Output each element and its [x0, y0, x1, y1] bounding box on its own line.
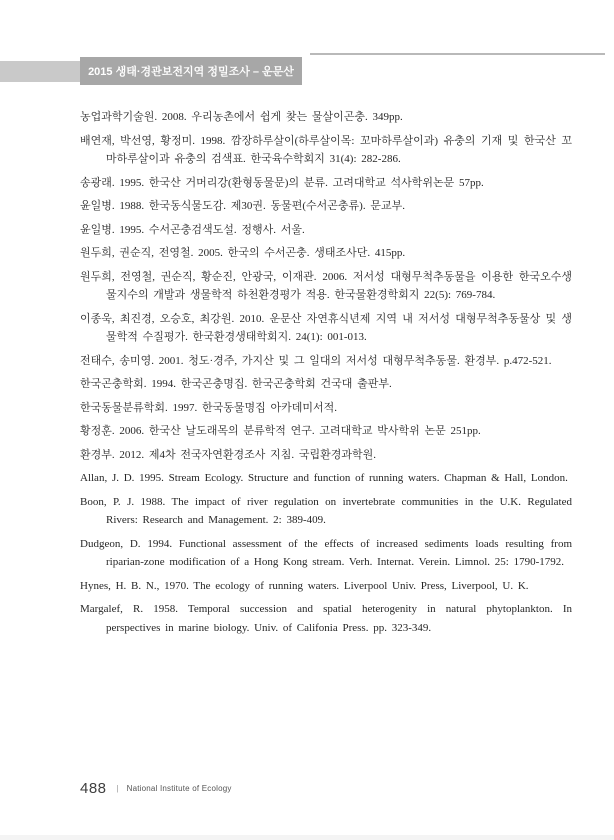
reference-entry: 환경부. 2012. 제4차 전국자연환경조사 지침. 국립환경과학원. [80, 448, 377, 461]
reference-entry: 원두희, 전영철, 권순직, 황순진, 안광국, 이재관. 2006. 저서성 대형무척추동물을 이용한 한국오수생물지수의 개발과 생물학적 하천환경평가 적용. 한국물환경학회지 22(5): 769-784. [80, 270, 572, 301]
reference-entry: 황정훈. 2006. 한국산 날도래목의 분류학적 연구. 고려대학교 박사학위 논문 251pp. [80, 425, 481, 437]
page-number: 488 [80, 780, 107, 797]
reference-entry: Dudgeon, D. 1994. Functional assessment of the effects of increased sediments loads resulting from riparian-zone modification of a Hong Kong stream. Verh. Internat. Verein. Limnol. 25: 1790-1792. [80, 537, 572, 568]
page-footer [80, 780, 232, 797]
reference-entry: 배연재, 박선영, 황정미. 1998. 깜장하루살이(하루살이목: 꼬마하루살이과) 유충의 기재 및 한국산 꼬마하루살이과 유충의 검색표. 한국육수학회지 31(4): 282-286. [80, 134, 572, 165]
reference-entry: 윤일병. 1988. 한국동식물도감. 제30권. 동물편(수서곤충류). 문교부. [80, 200, 405, 212]
reference-entry: 한국동물분류학회. 1997. 한국동물명집 아카데미서적. [80, 401, 338, 414]
bottom-edge-strip [0, 835, 614, 840]
reference-entry: 한국곤충학회. 1994. 한국곤충명집. 한국곤충학회 건국대 출판부. [80, 378, 392, 390]
report-title-banner [80, 57, 302, 85]
reference-entry: 윤일병. 1995. 수서곤충검색도설. 정행사. 서울. [80, 223, 305, 236]
reference-entry: Hynes, H. B. N., 1970. The ecology of running waters. Liverpool Univ. Press, Liverpool, U. K. [80, 579, 529, 592]
report-title: 2015 생태·경관보전지역 정밀조사 – 운문산 [88, 66, 294, 78]
reference-entry: Allan, J. D. 1995. Stream Ecology. Structure and function of running waters. Chapman & Hall, London. [80, 472, 568, 484]
reference-entry: 송광래. 1995. 한국산 거머리강(환형동물문)의 분류. 고려대학교 석사학위논문 57pp. [80, 176, 484, 189]
reference-entry: Margalef, R. 1958. Temporal succession and spatial heterogenity in natural phytoplankton. In perspectives in marine biology. Univ. of Califonia Press. pp. 323-349. [80, 603, 572, 634]
reference-entry: 전태수, 송미영. 2001. 청도·경주, 가지산 및 그 일대의 저서성 대형무척추동물. 환경부. p.472-521. [80, 354, 552, 367]
reference-entry: Boon, P. J. 1988. The impact of river regulation on invertebrate communities in the U.K. Regulated Rivers: Research and Management. 2: 389-409. [80, 495, 572, 526]
institute-name: National Institute of Ecology [126, 784, 232, 793]
reference-entry: 농업과학기술원. 2008. 우리농촌에서 쉽게 찾는 물살이곤충. 349pp. [80, 111, 403, 123]
reference-entry: 원두희, 권순직, 전영철. 2005. 한국의 수서곤충. 생태조사단. 415pp. [80, 247, 406, 259]
header-rule-divider [310, 53, 605, 55]
references-list [80, 108, 572, 642]
footer-separator: | [116, 784, 119, 793]
reference-entry: 이종욱, 최진경, 오승호, 최강원. 2010. 운문산 자연휴식년제 지역 내 저서성 대형무척추동물상 및 생물학적 수질평가. 한국환경생태학회지. 24(1): 001-013. [80, 312, 572, 343]
